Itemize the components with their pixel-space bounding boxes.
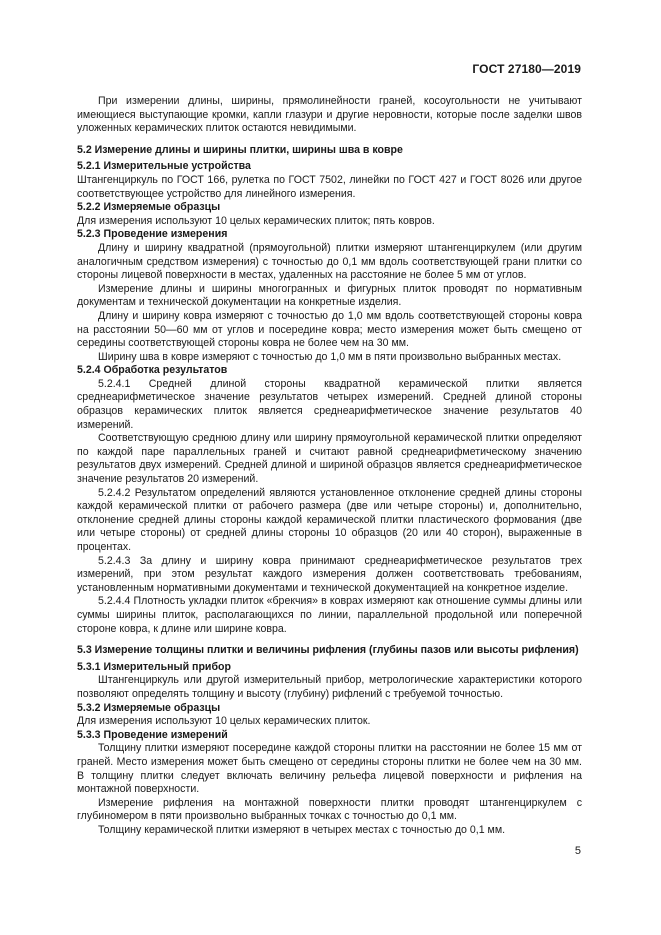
- paragraph: Толщину плитки измеряют посередине каждой стороны плитки на расстоянии не более 15 мм от граней. Место измерения может быть смещено от середины стороны плитки не более чем на 30 мм. В толщину плитки следует включать величину рельефа лицевой поверхности и рифления на монтажной поверхности.: [77, 742, 582, 796]
- subsection-heading: 5.3.1 Измерительный прибор: [77, 660, 231, 673]
- paragraph: Штангенциркуль по ГОСТ 166, рулетка по ГОСТ 7502, линейки по ГОСТ 427 и ГОСТ 8026 или другое соответствующее устройство для линейного измерения.: [77, 173, 582, 200]
- paragraph: Длину и ширину квадратной (прямоугольной) плитки измеряют штангенциркулем (или другим аналогичным средством измерения) с точностью до 0,1 мм вдоль соответствующей грани плитки со стороны лицевой поверхности в местах, удаленных на расстояние не более 5 мм от углов.: [77, 241, 582, 282]
- paragraph: При измерении длины, ширины, прямолинейности граней, косоугольности не учитывают имеющиеся выступающие кромки, капли глазури и другие неровности, которые после заделки швов уложенных керамических плиток остаются невидимыми.: [77, 95, 582, 135]
- page-number: 5: [574, 845, 581, 857]
- section-heading: 5.3 Измерение толщины плитки и величины рифления (глубины пазов или высоты рифления): [77, 644, 579, 657]
- paragraph: 5.2.4.1 Средней длиной стороны квадратной керамической плитки является среднеарифметическое значение результатов четырех измерений. Средней длиной стороны образцов керамических плиток является среднеарифметическое значение результатов 40 измерений.: [77, 377, 582, 431]
- paragraph: Толщину керамической плитки измеряют в четырех местах с точностью до 0,1 мм.: [98, 823, 506, 836]
- subsection-heading: 5.2.4 Обработка результатов: [77, 364, 228, 377]
- subsection-heading: 5.2.2 Измеряемые образцы: [77, 201, 221, 214]
- subsection-heading: 5.3.3 Проведение измерений: [77, 728, 228, 741]
- subsection-heading: 5.3.2 Измеряемые образцы: [77, 701, 221, 714]
- paragraph: 5.2.4.2 Результатом определений являются установленное отклонение средней длины стороны каждой керамической плитки от рабочего размера (две или четыре стороны) и, дополнительно, отклонение средней длины стороны каждой керамической плитки пластического формования (две или четыре стороны) от средней длины стороны 10 образцов (20 или 40 сторон), выраженные в процентах.: [77, 486, 582, 553]
- document-body: [77, 95, 582, 837]
- paragraph: 5.2.4.3 За длину и ширину ковра принимают среднеарифметическое результатов трех измерений, при этом результат каждого измерения должен соответствовать требованиям, установленным нормативными документами и технической документацией на конкретное изделие.: [77, 554, 582, 594]
- paragraph: Для измерения используют 10 целых керамических плиток; пять ковров.: [77, 214, 435, 227]
- paragraph: 5.2.4.4 Плотность укладки плиток «брекчия» в коврах измеряют как отношение суммы длины или суммы ширины плиток, располагающихся по линии, параллельной продольной или поперечной стороне ковра, к длине или ширине ковра.: [77, 595, 582, 635]
- subsection-heading: 5.2.3 Проведение измерения: [77, 228, 228, 241]
- paragraph: Соответствующую среднюю длину или ширину прямоугольной керамической плитки определяют по каждой паре параллельных граней и считают равной среднеарифметическому значению результатов двух измерений. Средней длиной и шириной образцов является среднеарифметическое значение результатов 20 измерений.: [77, 432, 582, 486]
- paragraph: Измерение рифления на монтажной поверхности плитки проводят штангенциркулем с глубиномером в пяти произвольно выбранных точках с точностью до 0,1 мм.: [77, 796, 582, 823]
- paragraph: Ширину шва в ковре измеряют с точностью до 1,0 мм в пяти произвольно выбранных местах.: [98, 350, 562, 363]
- section-heading: 5.2 Измерение длины и ширины плитки, ширины шва в ковре: [77, 143, 403, 156]
- paragraph: Измерение длины и ширины многогранных и фигурных плиток проводят по нормативным документам и технической документации на конкретные изделия.: [77, 282, 582, 309]
- paragraph: Длину и ширину ковра измеряют с точностью до 1,0 мм вдоль соответствующей стороны ковра на расстоянии 50—60 мм от углов и посередине ковра; место измерения может быть смещено от середины соответствующей стороны ковра не более чем на 30 мм.: [77, 309, 582, 350]
- paragraph: Штангенциркуль или другой измерительный прибор, метрологические характеристики которого позволяют определять толщину и высоту (глубину) рифлений с требуемой точностью.: [77, 674, 582, 700]
- paragraph: Для измерения используют 10 целых керамических плиток.: [77, 715, 371, 728]
- subsection-heading: 5.2.1 Измерительные устройства: [77, 160, 251, 173]
- document-header: ГОСТ 27180—2019: [472, 62, 581, 76]
